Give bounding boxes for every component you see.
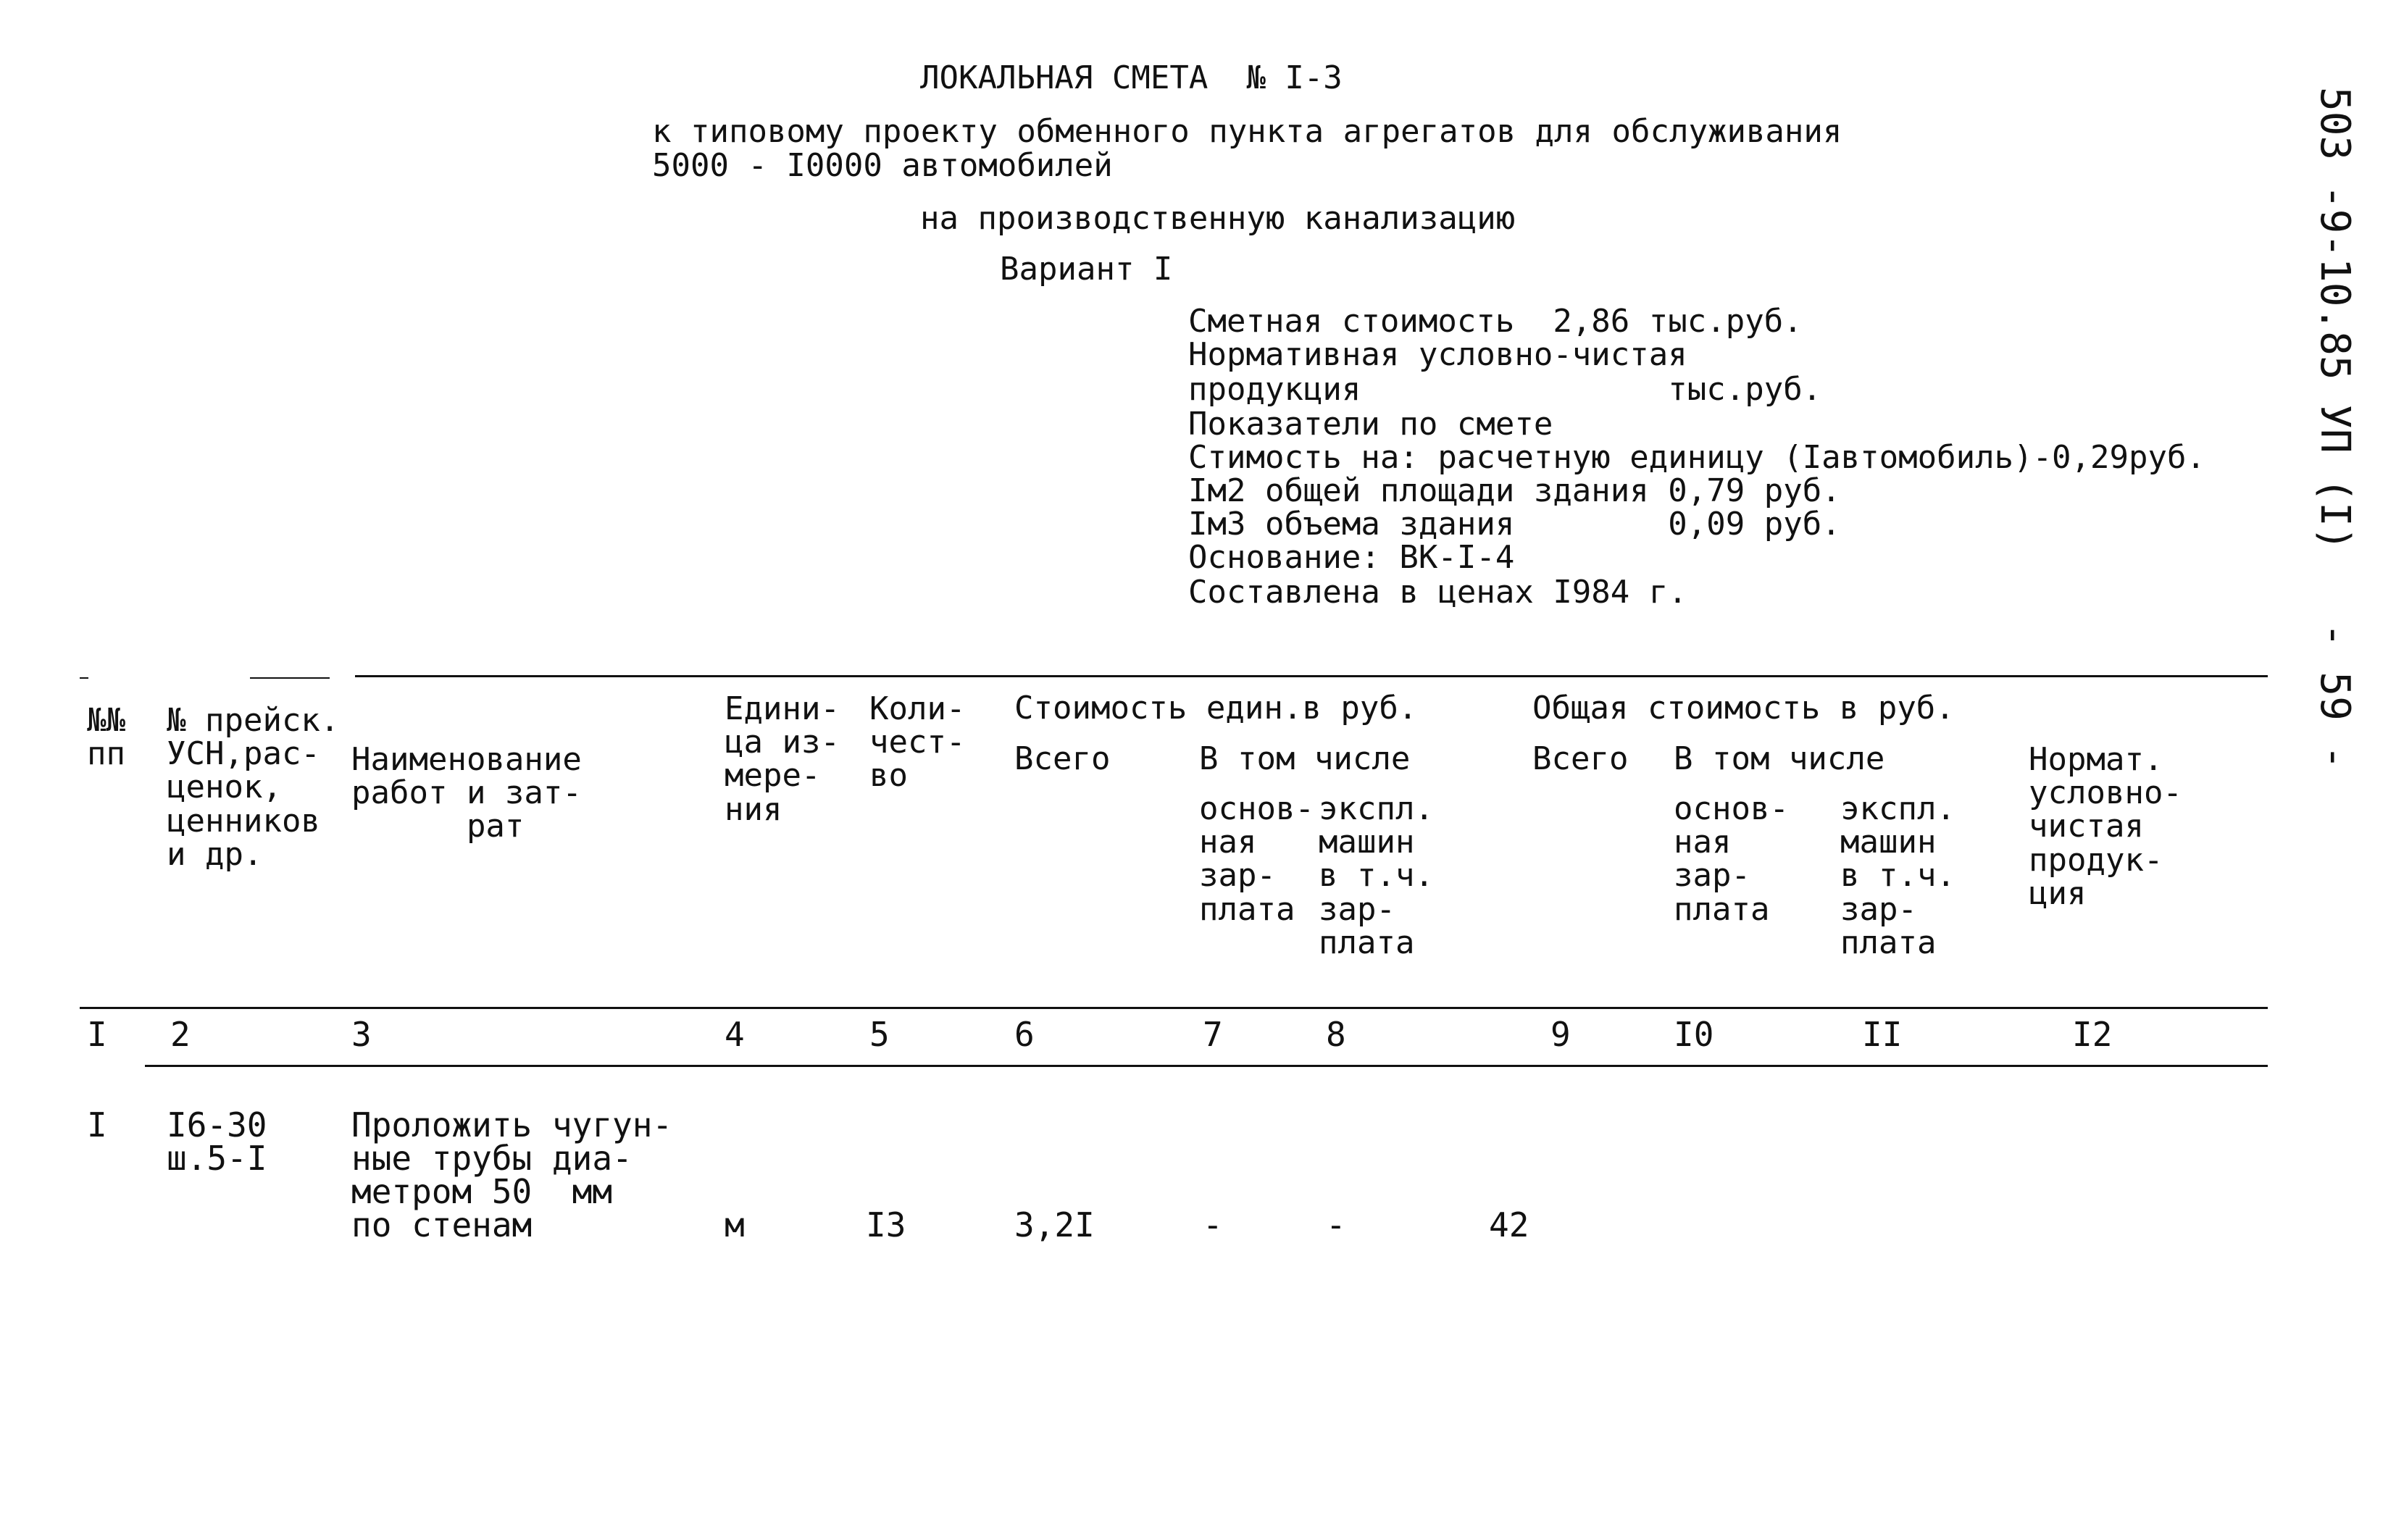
header-unit-total: Всего <box>1014 740 1111 777</box>
row-unit-base-wage: - <box>1203 1205 1223 1244</box>
basis: Основание: ВК-I-4 <box>1188 539 1515 576</box>
estimated-cost: Сметная стоимость 2,86 тыс.руб. <box>1188 303 1803 340</box>
row-number: I <box>87 1105 107 1144</box>
column-number: 3 <box>351 1015 372 1054</box>
project-description-line1: к типовому проекту обменного пункта агрегатов для обслуживания <box>652 113 1842 150</box>
column-number: 9 <box>1550 1015 1571 1054</box>
column-number: II <box>1862 1015 1903 1054</box>
cost-per-m3: Iм3 объема здания 0,09 руб. <box>1188 506 1841 543</box>
column-number-top-rule <box>80 1007 2268 1009</box>
row-price-code: I6-30 ш.5-I <box>167 1105 267 1178</box>
estimate-subject: на производственную канализацию <box>920 200 1516 237</box>
price-year: Составлена в ценах I984 г. <box>1188 574 1687 611</box>
table-top-rule-short <box>250 677 330 679</box>
header-total-machine: экспл. машин в т.ч. зар- плата <box>1840 790 1955 961</box>
document-title: ЛОКАЛЬНАЯ СМЕТА № I-3 <box>920 59 1343 96</box>
row-work-name: Проложить чугун- ные трубы диа- метром 50 мм по стенам <box>351 1105 673 1244</box>
cost-per-unit: Стимость на: расчетную единицу (Iавтомобиль)-0,29руб. <box>1188 439 2205 476</box>
normative-production-label: Нормативная условно-чистая <box>1188 336 1687 373</box>
table-top-rule-stub <box>80 677 88 679</box>
header-unit-base-wage: основ- ная зар- плата <box>1199 790 1314 928</box>
row-unit: м <box>725 1205 745 1244</box>
document-code: 503 -9-10.85 УП (I) <box>2311 87 2358 551</box>
header-quantity: Коли- чест- во <box>869 690 966 795</box>
header-total-including: В том числе <box>1674 740 1885 777</box>
header-unit-including: В том числе <box>1199 740 1411 777</box>
header-price-code: № прейск. УСН,рас- ценок, ценников и др. <box>167 702 340 873</box>
column-number: 7 <box>1203 1015 1223 1054</box>
column-number-bottom-rule <box>145 1065 2268 1067</box>
header-unit: Едини- ца из- мере- ния <box>725 690 840 828</box>
row-unit-machine: - <box>1326 1205 1346 1244</box>
table-top-rule <box>355 675 2268 677</box>
header-total: Всего <box>1532 740 1629 777</box>
header-unit-machine: экспл. машин в т.ч. зар- плата <box>1319 790 1434 961</box>
header-unit-cost-group: Стоимость един.в руб. <box>1014 690 1418 727</box>
column-number: I <box>87 1015 107 1054</box>
row-total: 42 <box>1489 1205 1529 1244</box>
header-work-name: Наименование работ и зат- рат <box>351 741 582 845</box>
column-number: 8 <box>1326 1015 1346 1054</box>
column-number: 6 <box>1014 1015 1035 1054</box>
variant-label: Вариант I <box>1000 251 1173 288</box>
header-total-base-wage: основ- ная зар- плата <box>1674 790 1789 928</box>
column-number: 4 <box>725 1015 745 1054</box>
header-row-number: №№ пп <box>87 702 125 773</box>
header-normative-production: Нормат. условно- чистая продук- ция <box>2029 741 2182 912</box>
production-value: продукция тыс.руб. <box>1188 371 1822 408</box>
row-quantity: I3 <box>866 1205 906 1244</box>
indicators-heading: Показатели по смете <box>1188 406 1553 443</box>
row-unit-total: 3,2I <box>1014 1205 1095 1244</box>
column-number: I2 <box>2072 1015 2113 1054</box>
header-total-cost-group: Общая стоимость в руб. <box>1532 690 1955 727</box>
column-number: I0 <box>1674 1015 1714 1054</box>
project-description-line2: 5000 - I0000 автомобилей <box>652 147 1113 184</box>
column-number: 5 <box>869 1015 890 1054</box>
column-number: 2 <box>170 1015 191 1054</box>
page-number: - 59 - <box>2311 623 2358 770</box>
cost-per-m2: Iм2 общей площади здания 0,79 руб. <box>1188 472 1841 509</box>
